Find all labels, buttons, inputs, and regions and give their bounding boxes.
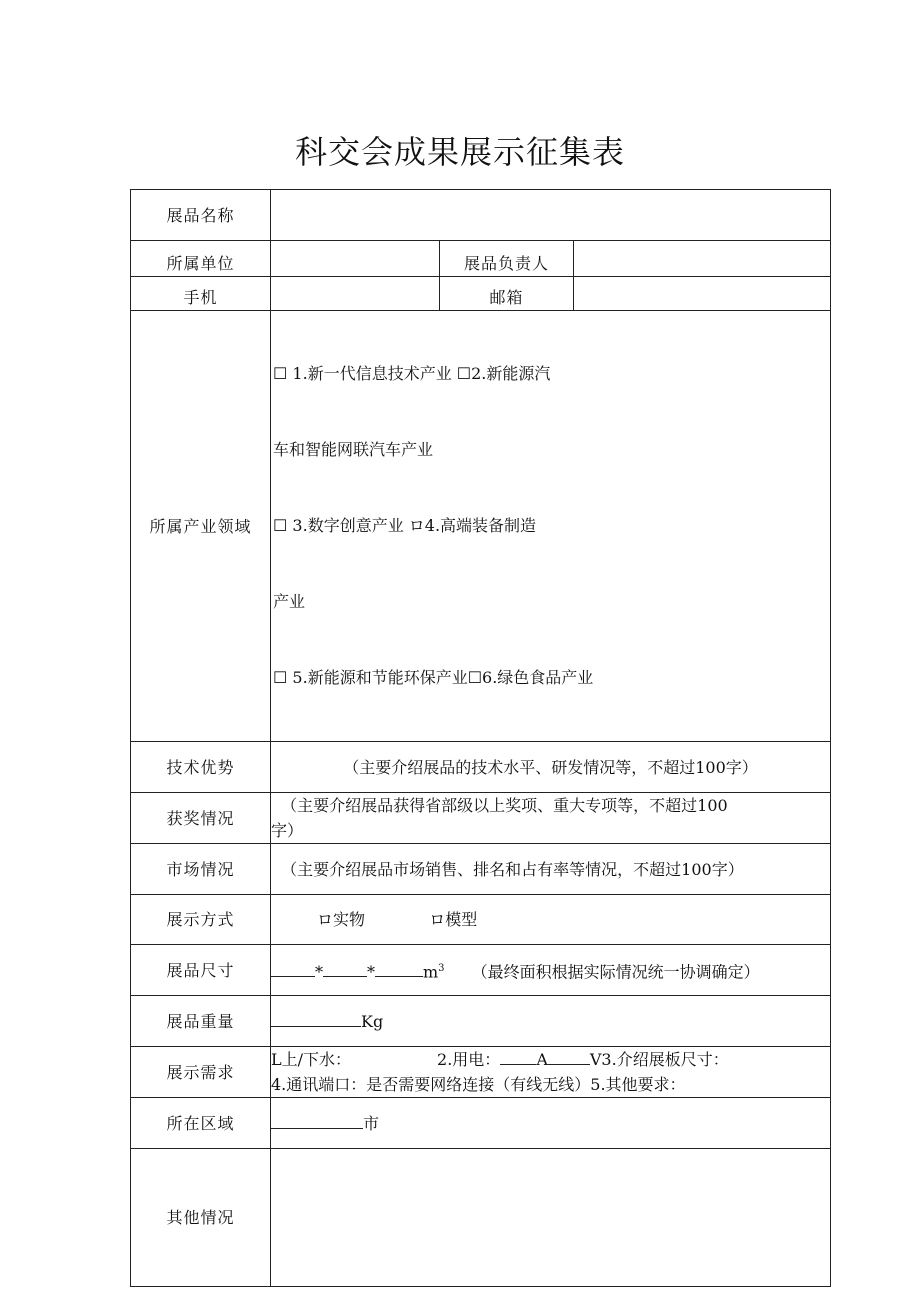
email-field[interactable]: [574, 277, 831, 311]
size-unit-sup: 3: [438, 962, 445, 974]
needs-field[interactable]: [271, 1047, 831, 1098]
unit-label: 所属单位: [131, 241, 271, 277]
row-needs: [131, 1047, 831, 1098]
row-contact: [131, 277, 831, 311]
size-length-blank[interactable]: [271, 960, 315, 977]
row-exhibit-name: [131, 190, 831, 241]
region-field[interactable]: [271, 1098, 831, 1149]
display-label: 展示方式: [131, 895, 271, 945]
weight-unit: Kg: [361, 1011, 384, 1031]
market-label: 市场情况: [131, 844, 271, 895]
region-blank[interactable]: [271, 1112, 363, 1129]
other-label: 其他情况: [131, 1149, 271, 1287]
awards-hint-line2: 字）: [271, 821, 304, 840]
row-industry: [131, 311, 831, 742]
industry-line-4: 产业: [273, 592, 306, 611]
awards-field[interactable]: [271, 793, 831, 844]
size-sep-2: *: [367, 962, 375, 982]
tech-hint[interactable]: （主要介绍展品的技术水平、研发情况等，不超过100字）: [271, 742, 831, 793]
awards-hint-line1: （主要介绍展品获得省部级以上奖项、重大专项等，不超过100: [271, 796, 728, 815]
needs-label: 展示需求: [131, 1047, 271, 1098]
industry-line-2: 车和智能网联汽车产业: [273, 440, 434, 459]
industry-options[interactable]: [271, 311, 831, 742]
display-option-physical[interactable]: ロ实物: [317, 910, 366, 929]
other-field[interactable]: [271, 1149, 831, 1287]
row-tech: [131, 742, 831, 793]
row-display: [131, 895, 831, 945]
needs-amp-blank[interactable]: [500, 1048, 536, 1065]
exhibit-name-label: 展品名称: [131, 190, 271, 241]
row-region: [131, 1098, 831, 1149]
weight-label: 展品重量: [131, 996, 271, 1047]
needs-line-1: [271, 1047, 830, 1072]
collection-form-table: [130, 189, 831, 1287]
industry-line-3[interactable]: ☐ 3.数字创意产业 ロ4.高端装备制造: [273, 516, 537, 535]
size-note: （最终面积根据实际情况统一协调确定）: [471, 962, 760, 982]
row-weight: [131, 996, 831, 1047]
row-market: [131, 844, 831, 895]
needs-volt-blank[interactable]: [548, 1048, 590, 1065]
email-label: 邮箱: [440, 277, 574, 311]
weight-field[interactable]: [271, 996, 831, 1047]
industry-line-5[interactable]: ☐ 5.新能源和节能环保产业☐6.绿色食品产业: [273, 668, 594, 687]
industry-label: 所属产业领域: [131, 311, 271, 742]
tech-label: 技术优势: [131, 742, 271, 793]
unit-field[interactable]: [271, 241, 440, 277]
row-other: [131, 1149, 831, 1287]
size-field[interactable]: [271, 945, 831, 996]
size-width-blank[interactable]: [323, 960, 367, 977]
row-awards: [131, 793, 831, 844]
market-hint[interactable]: （主要介绍展品市场销售、排名和占有率等情况，不超过100字）: [271, 844, 831, 895]
awards-label: 获奖情况: [131, 793, 271, 844]
phone-label: 手机: [131, 277, 271, 311]
region-label: 所在区域: [131, 1098, 271, 1149]
display-options: [271, 895, 831, 945]
row-unit: [131, 241, 831, 277]
row-size: [131, 945, 831, 996]
phone-field[interactable]: [271, 277, 440, 311]
size-unit: m: [423, 962, 439, 982]
size-sep-1: *: [315, 962, 323, 982]
needs-line-2: 4.通讯端口：是否需要网络连接（有线无线）5.其他要求：: [271, 1075, 686, 1094]
exhibit-name-field[interactable]: [271, 190, 831, 241]
region-unit: 市: [363, 1113, 380, 1133]
lead-field[interactable]: [574, 241, 831, 277]
weight-blank[interactable]: [271, 1010, 361, 1027]
display-option-model[interactable]: ロ模型: [429, 910, 478, 929]
needs-water: L上/下水：: [271, 1050, 352, 1069]
page-title: 科交会成果展示征集表: [294, 133, 625, 171]
needs-board: V3.介绍展板尺寸：: [589, 1050, 729, 1069]
needs-amp-unit: A: [536, 1050, 548, 1069]
size-height-blank[interactable]: [375, 960, 423, 977]
lead-label: 展品负责人: [440, 241, 574, 277]
size-label: 展品尺寸: [131, 945, 271, 996]
industry-line-1[interactable]: ☐ 1.新一代信息技术产业 ☐2.新能源汽: [273, 364, 551, 383]
needs-power: 2.用电：: [437, 1050, 501, 1069]
